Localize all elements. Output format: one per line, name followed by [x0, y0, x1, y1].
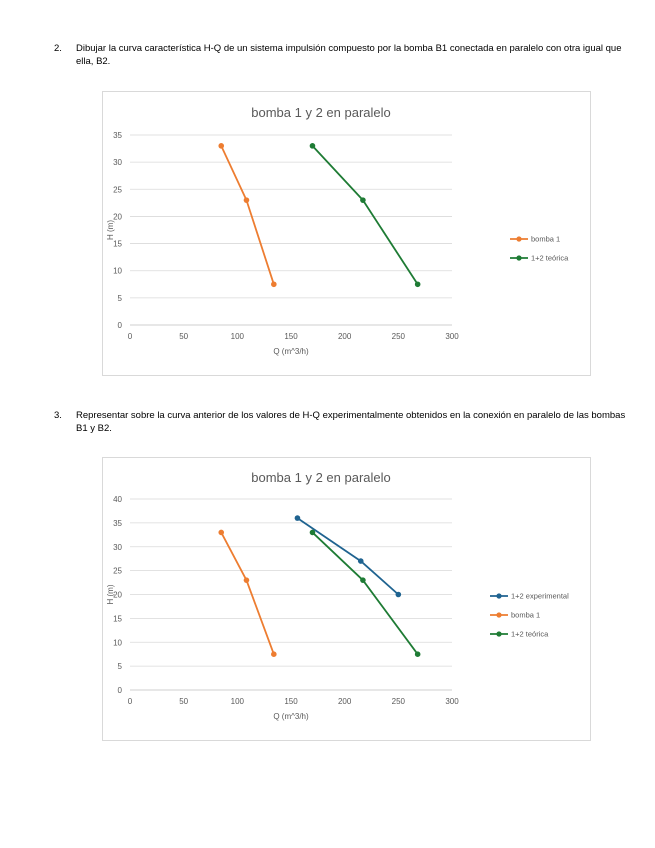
x-axis-label: Q (m^3/h): [273, 347, 309, 356]
x-tick-label: 150: [284, 332, 298, 341]
data-point-bomba-1: [271, 281, 277, 287]
x-tick-label: 0: [127, 332, 133, 341]
series-line-1-2-te-rica: [312, 146, 417, 284]
series-line-1-2-experimental: [297, 518, 398, 594]
y-tick-label: 15: [113, 239, 122, 249]
chart-title: bomba 1 y 2 en paralelo: [251, 105, 391, 120]
legend-label-bomba-1: bomba 1: [531, 234, 561, 244]
chart-2-svg: [103, 458, 590, 740]
legend-label-1-2-te-rica: 1+2 teórica: [531, 253, 569, 263]
x-tick-label: 250: [391, 332, 406, 341]
legend-marker-bomba-1: [496, 612, 501, 617]
legend-marker-1-2-te-rica: [516, 255, 521, 260]
legend-marker-1-2-te-rica: [496, 631, 501, 636]
series-line-1-2-te-rica: [312, 532, 417, 654]
legend-label-1-2-experimental: 1+2 experimental: [511, 591, 569, 601]
x-tick-label: 150: [284, 697, 298, 706]
y-tick-label: 20: [113, 212, 122, 222]
data-point-1-2-te-rica: [310, 143, 316, 149]
legend-label-bomba-1: bomba 1: [511, 610, 541, 620]
data-point-bomba-1: [218, 530, 224, 536]
question-text: Representar sobre la curva anterior de los valores de H-Q experimentalmente obtenidos en la conexión en paralelo de las bombas B1 y B2.: [76, 410, 626, 434]
chart-1: [102, 91, 591, 376]
chart-2: [102, 457, 591, 741]
x-tick-label: 50: [179, 332, 189, 341]
x-tick-label: 50: [179, 697, 189, 706]
y-tick-label: 30: [113, 542, 122, 552]
data-point-1-2-te-rica: [360, 577, 366, 583]
y-tick-label: 20: [113, 590, 122, 600]
data-point-1-2-experimental: [358, 558, 364, 564]
series-line-bomba-1: [221, 146, 274, 284]
x-tick-label: 200: [337, 332, 352, 341]
legend-marker-bomba-1: [516, 236, 521, 241]
data-point-bomba-1: [271, 651, 277, 657]
data-point-1-2-te-rica: [415, 281, 421, 287]
data-point-bomba-1: [244, 577, 250, 583]
x-axis-label: Q (m^3/h): [273, 712, 309, 721]
data-point-1-2-experimental: [396, 592, 402, 598]
question-number: 3.: [54, 410, 62, 421]
x-tick-label: 100: [230, 332, 245, 341]
data-point-bomba-1: [218, 143, 224, 149]
y-tick-label: 15: [113, 614, 122, 624]
y-tick-label: 5: [117, 662, 122, 672]
x-tick-label: 200: [337, 697, 352, 706]
y-tick-label: 30: [113, 158, 122, 168]
legend-label-1-2-te-rica: 1+2 teórica: [511, 629, 549, 639]
chart-title: bomba 1 y 2 en paralelo: [251, 470, 391, 485]
y-tick-label: 10: [113, 638, 122, 648]
legend-marker-1-2-experimental: [496, 593, 501, 598]
data-point-1-2-experimental: [295, 515, 301, 521]
y-tick-label: 35: [113, 131, 122, 140]
x-tick-label: 0: [127, 697, 133, 706]
question-number: 2.: [54, 43, 62, 54]
y-axis-label: H (m): [106, 220, 115, 240]
series-line-bomba-1: [221, 532, 274, 654]
y-axis-label: H (m): [106, 584, 115, 605]
x-tick-label: 250: [391, 697, 406, 706]
question-text: Dibujar la curva característica H-Q de un sistema impulsión compuesto por la bomba B1 conectada en paralelo con otra igual que ella, B2.: [76, 43, 622, 67]
y-tick-label: 35: [113, 518, 122, 528]
y-tick-label: 25: [113, 185, 122, 195]
data-point-bomba-1: [244, 197, 250, 203]
chart-1-svg: [103, 92, 590, 375]
y-tick-label: 5: [117, 293, 122, 303]
y-tick-label: 25: [113, 566, 122, 576]
data-point-1-2-te-rica: [310, 530, 316, 536]
data-point-1-2-te-rica: [360, 197, 366, 203]
y-tick-label: 40: [113, 495, 122, 504]
y-tick-label: 10: [113, 266, 122, 276]
y-tick-label: 0: [117, 686, 122, 695]
x-tick-label: 100: [230, 697, 245, 706]
x-tick-label: 300: [445, 332, 459, 341]
x-tick-label: 300: [445, 697, 459, 706]
data-point-1-2-te-rica: [415, 651, 421, 657]
y-tick-label: 0: [117, 321, 122, 330]
